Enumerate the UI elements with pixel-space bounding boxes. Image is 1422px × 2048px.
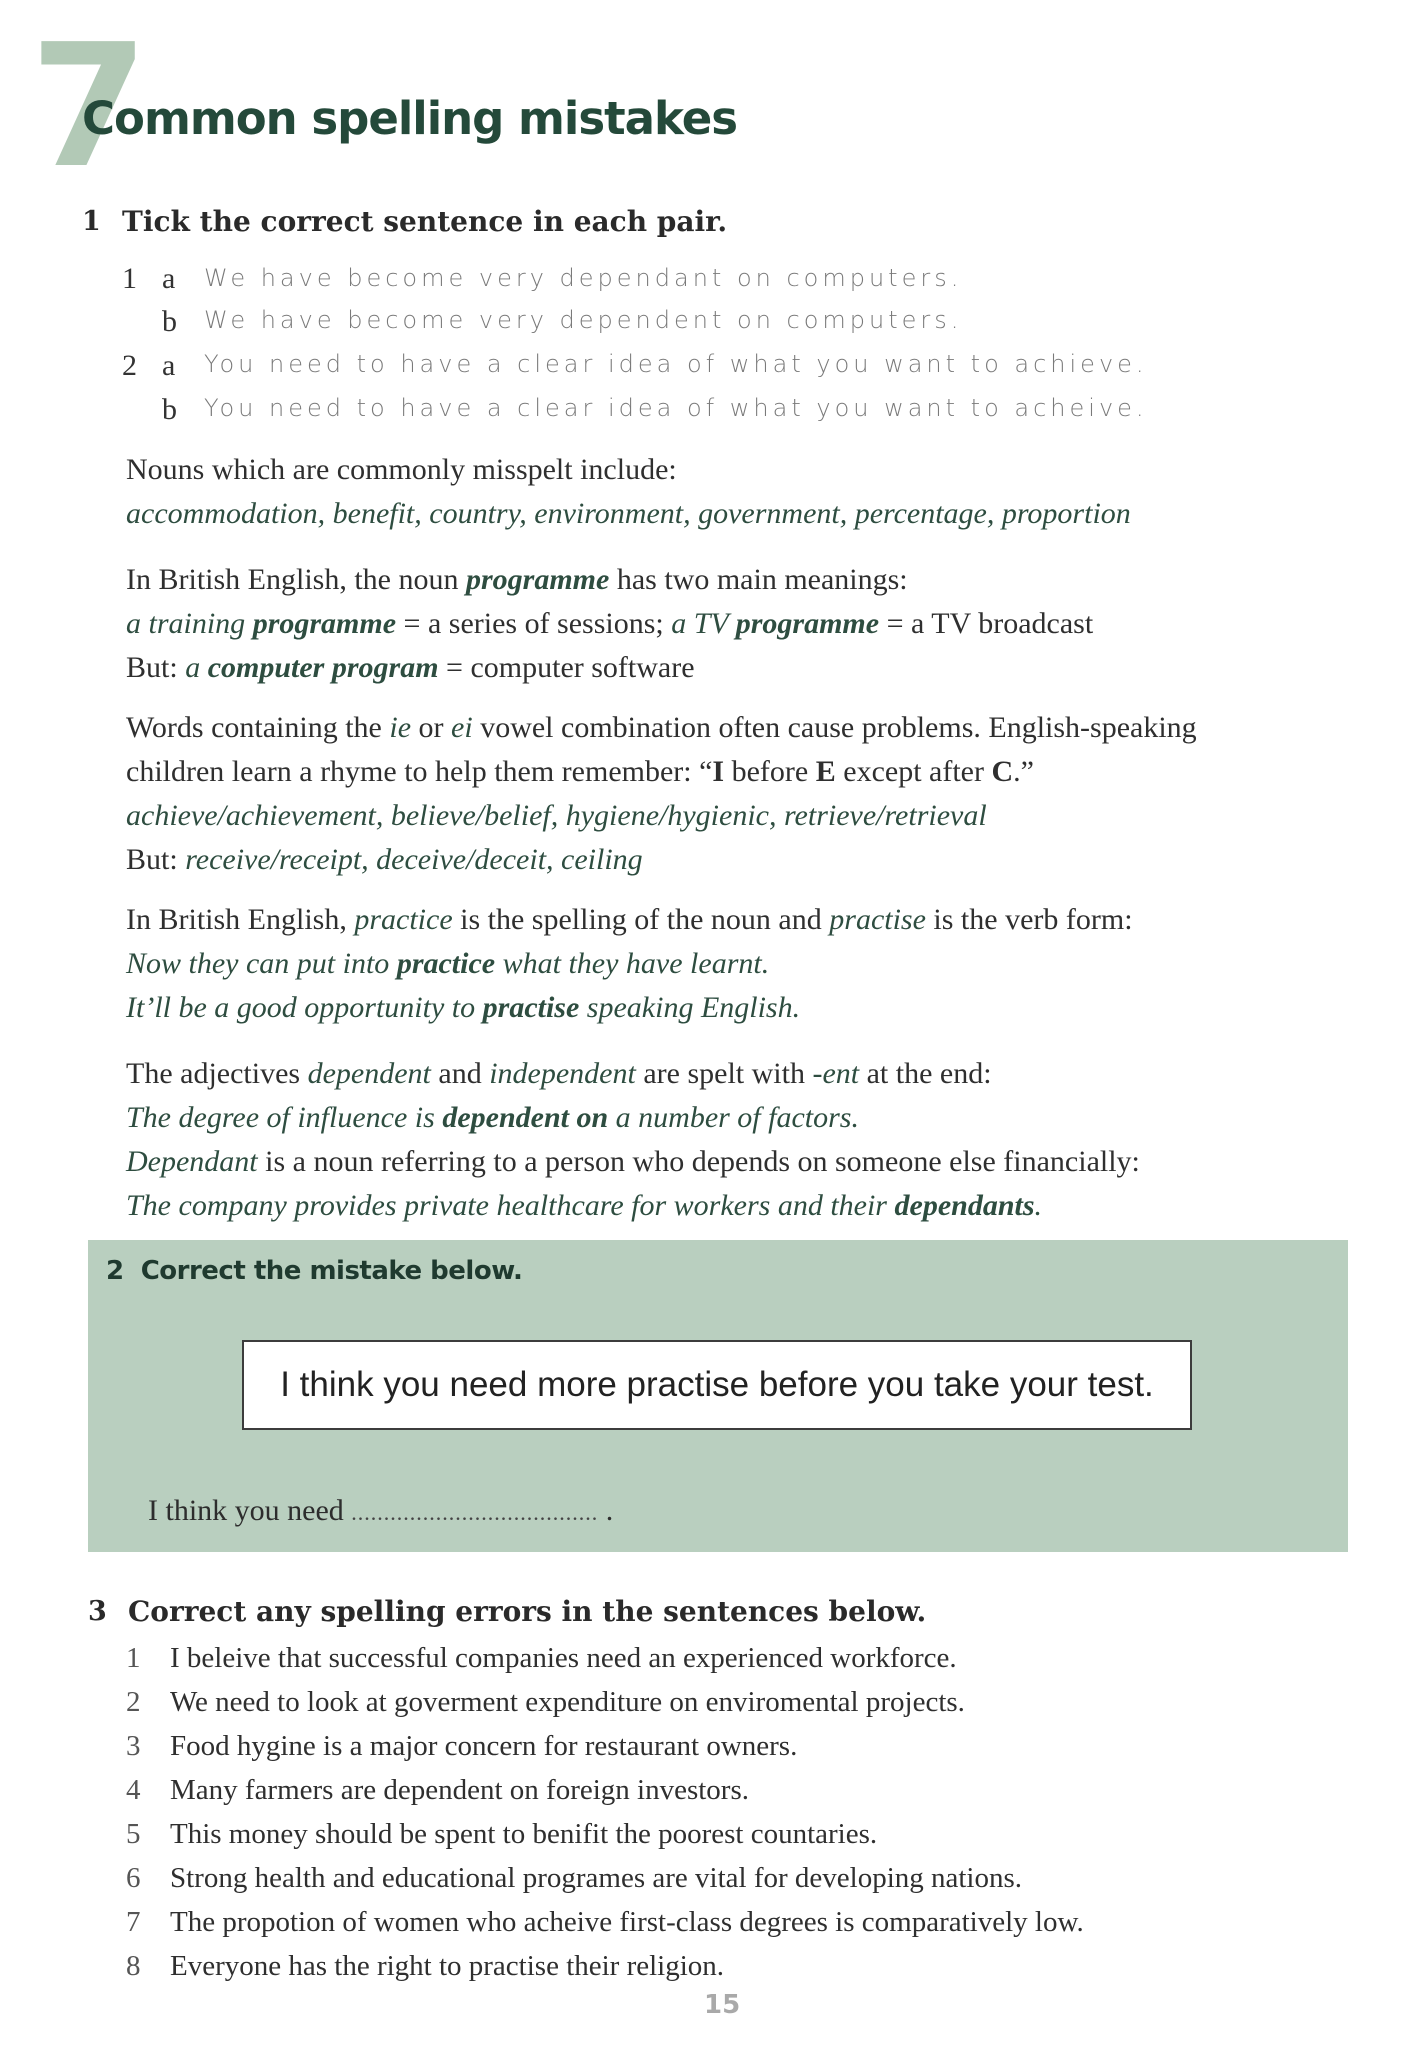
ie-ei-line-1: Words containing the ie or ei vowel combination often cause problems. English-speaking — [126, 711, 1197, 744]
practice-line-1: In British English, practice is the spelling of the noun and practise is the verb form: — [126, 903, 1133, 936]
nouns-intro: Nouns which are commonly misspelt include: — [126, 453, 677, 486]
q1-item-num: 1 — [122, 262, 137, 295]
list-item: 4 Many farmers are dependent on foreign investors. — [126, 1774, 749, 1806]
chapter-title: Common spelling mistakes — [82, 92, 738, 145]
dependant-example: The company provides private healthcare for workers and their dependants. — [126, 1189, 1043, 1222]
list-item: 1 I beleive that successful companies need an experienced workforce. — [126, 1642, 957, 1674]
q2-answer-line[interactable]: I think you need ...................................... . — [148, 1494, 614, 1527]
programme-block — [126, 558, 1346, 690]
q1-item-text: We have become very dependent on computers. — [204, 306, 963, 334]
ie-ei-line-2: children learn a rhyme to help them remember: “I before E except after C.” — [126, 755, 1034, 788]
ie-ei-examples: achieve/achievement, believe/belief, hygiene/hygienic, retrieve/retrieval — [126, 799, 987, 832]
programme-line-2: a training programme = a series of sessions; a TV programme = a TV broadcast — [126, 607, 1094, 640]
nouns-list: accommodation, benefit, country, environment, government, percentage, proportion — [126, 497, 1131, 530]
q3-number: 3 — [88, 1596, 107, 1627]
practice-example-1: Now they can put into practice what they have learnt. — [126, 947, 770, 980]
ie-ei-block — [126, 706, 1346, 882]
list-item: 6 Strong health and educational programes are vital for developing nations. — [126, 1862, 1023, 1894]
q1-item-label: a — [162, 349, 176, 382]
practice-example-2: It’ll be a good opportunity to practise speaking English. — [126, 991, 801, 1024]
list-item: 3 Food hygine is a major concern for restaurant owners. — [126, 1730, 798, 1762]
list-item: 5 This money should be spent to benifit the poorest countaries. — [126, 1818, 878, 1850]
dependant-definition: Dependant is a noun referring to a person who depends on someone else financially: — [126, 1145, 1140, 1178]
dependent-example: The degree of influence is dependent on a number of factors. — [126, 1101, 859, 1134]
q3-heading: Correct any spelling errors in the sentences below. — [128, 1595, 927, 1628]
q1-number: 1 — [82, 206, 101, 237]
ie-ei-exceptions: But: receive/receipt, deceive/deceit, ceiling — [126, 843, 643, 876]
dependent-block — [126, 1052, 1346, 1228]
q2-sentence-box: I think you need more practise before you take your test. — [242, 1340, 1192, 1430]
chapter-number: 7 — [30, 8, 145, 206]
q1-item-text: You need to have a clear idea of what you want to acheive. — [204, 394, 1148, 422]
list-item: 2 We need to look at goverment expenditure on enviromental projects. — [126, 1686, 965, 1718]
q1-item-label: b — [162, 305, 177, 338]
q1-item-text: We have become very dependant on computers. — [204, 264, 963, 292]
nouns-block — [126, 448, 1346, 536]
list-item: 7 The propotion of women who acheive first-class degrees is comparatively low. — [126, 1906, 1084, 1938]
q1-item-num: 2 — [122, 349, 137, 382]
q1-heading: Tick the correct sentence in each pair. — [122, 205, 728, 238]
q2-heading: 2 Correct the mistake below. — [106, 1256, 523, 1286]
q1-item-label: b — [162, 393, 177, 426]
page-number: 15 — [704, 1990, 741, 2020]
q1-item-text: You need to have a clear idea of what you want to achieve. — [204, 350, 1148, 378]
programme-line-3: But: a computer program = computer software — [126, 651, 695, 684]
q1-item-label: a — [162, 262, 176, 295]
dependent-line-1: The adjectives dependent and independent are spelt with -ent at the end: — [126, 1057, 992, 1090]
list-item: 8 Everyone has the right to practise their religion. — [126, 1950, 725, 1982]
programme-line-1: In British English, the noun programme has two main meanings: — [126, 563, 908, 596]
practice-block — [126, 898, 1346, 1030]
